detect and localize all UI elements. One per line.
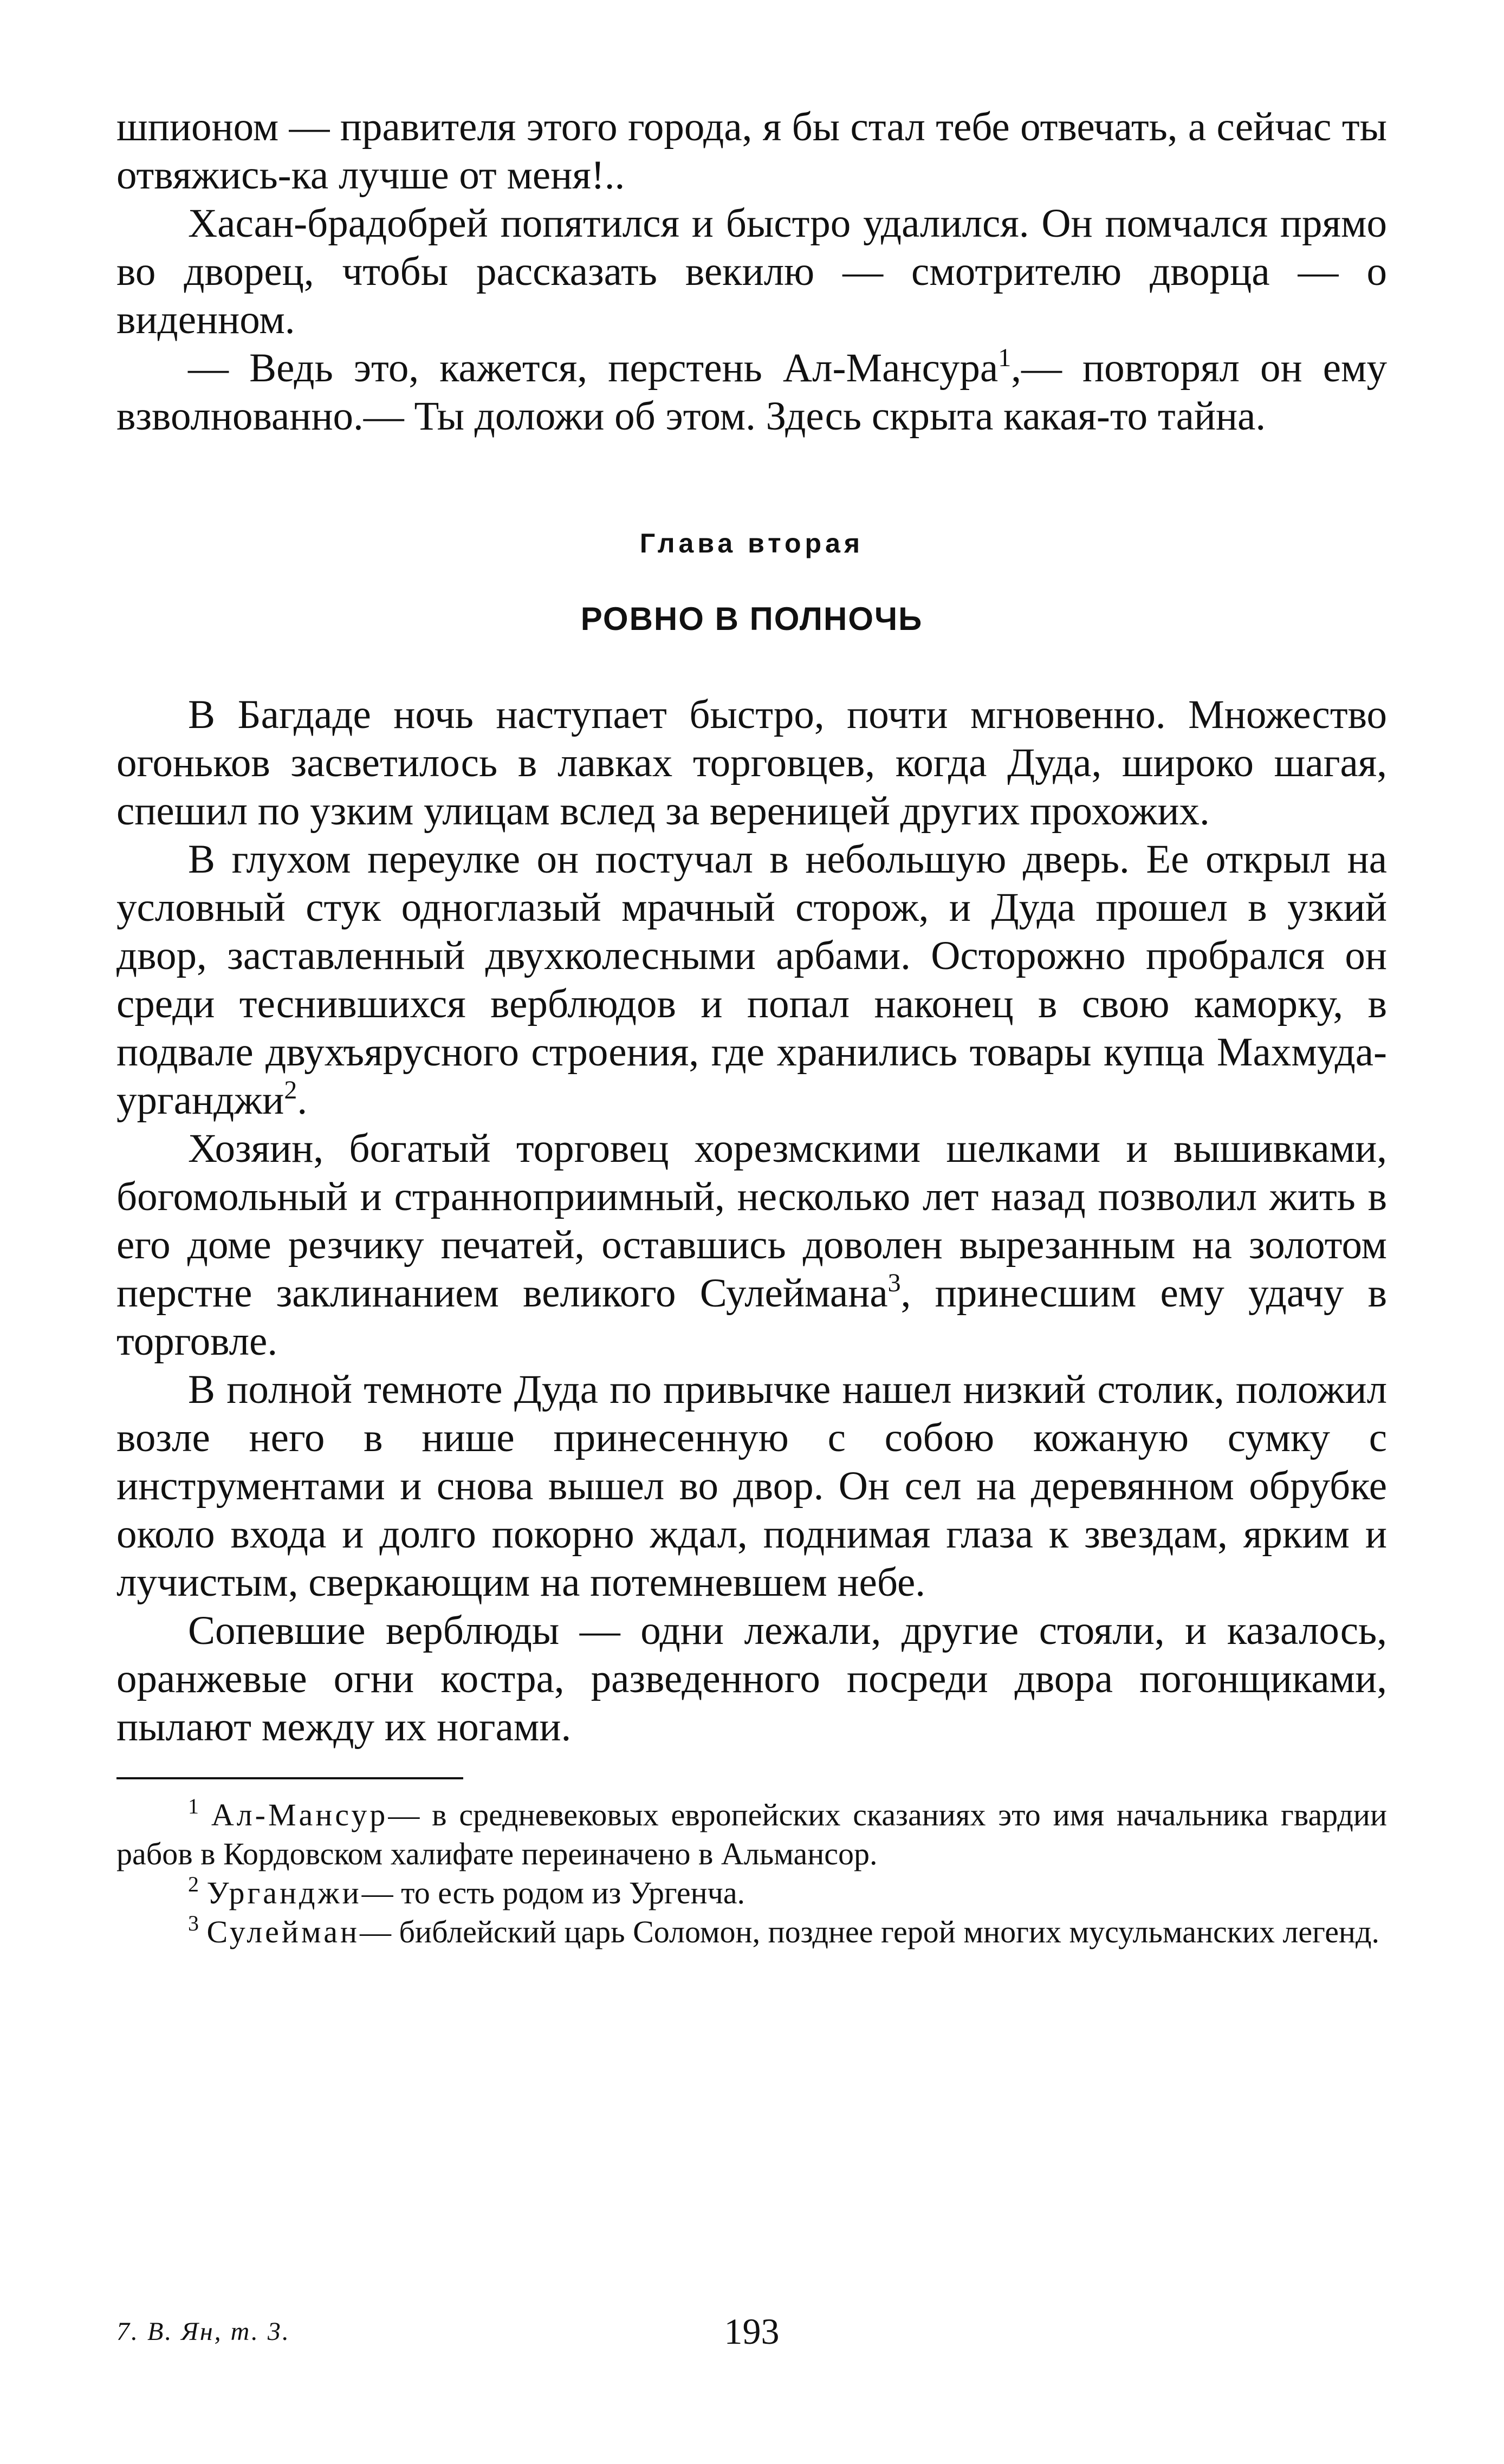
printer-signature: 7. В. Ян, т. 3. [116, 2317, 290, 2346]
footnote-mark: 1 [188, 1794, 199, 1818]
paragraph: — Ведь это, кажется, перстень Ал-Мансура$^1$,— повторял он ему взволнованно.— Ты доложи об этом. Здесь скрыта какая-то тайна. [116, 343, 1387, 439]
paragraph: В полной темноте Дуда по привычке нашел низкий столик, положил возле него в нише принесенную с собою кожаную сумку с инструментами и снова вышел во двор. Он сел на деревянном обрубке около входа и долго покорно ждал, поднимая глаза к звездам, ярким и лучистым, сверкающим на потемневшем небе. [116, 1367, 1387, 1605]
chapter-label: Глава вторая [639, 528, 864, 558]
page-footer [116, 2310, 1387, 2359]
footnote-ref: 1 [998, 343, 1012, 372]
footnote-text: — то есть родом из Ургенча. [361, 1875, 745, 1910]
paragraph: шпионом — правителя этого города, я бы стал тебе отвечать, а сейчас ты отвяжись-ка лучше от меня!.. [116, 105, 1387, 198]
footnote [116, 1874, 1387, 1913]
paragraph: Хозяин, богатый торговец хорезмскими шелками и вышивками, богомольный и странноприимный, несколько лет назад позволил жить в его доме резчику печатей, оставшись доволен вырезанным на золотом перстне заклинанием великого Сулеймана$^3$, принесшим ему удачу в торговле. [116, 1126, 1387, 1364]
chapter-title: РОВНО В ПОЛНОЧЬ [580, 601, 923, 637]
footnote-term: Ал-Мансур [211, 1797, 388, 1832]
footnote-ref: 3 [887, 1269, 901, 1297]
footnote-term: Сулейман [206, 1914, 360, 1949]
paragraph: Сопевшие верблюды — одни лежали, другие стояли, и казалось, оранжевые огни костра, разведенного посреди двора погонщиками, пылают между их ногами. [116, 1608, 1387, 1750]
footnote-divider [116, 1777, 463, 1779]
paragraph: В глухом переулке он постучал в небольшую дверь. Ее открыл на условный стук одноглазый мрачный сторож, и Дуда прошел в узкий двор, заставленный двухколесными арбами. Осторожно пробрался он среди теснившихся верблюдов и попал наконец в свою каморку, в подвале двухъярусного строения, где хранились товары купца Махмуда-урганджи$^2$. [116, 837, 1387, 1123]
footnote-term: Урганджи [206, 1875, 362, 1910]
footnote-text: — библейский царь Соломон, позднее герой многих мусульманских легенд. [360, 1914, 1379, 1949]
book-page [116, 103, 1387, 1952]
page-number: 193 [724, 2311, 780, 2352]
footnote-text: — в средневековых европейских сказаниях это имя начальника гвардии рабов в Кордовском халифате переиначено в Альмансор. [116, 1797, 1388, 1871]
footnote-mark: 2 [188, 1872, 199, 1896]
footnote-mark: 3 [188, 1911, 199, 1935]
footnote-ref: 2 [284, 1076, 297, 1104]
footnote [116, 1796, 1387, 1874]
footnote [116, 1913, 1387, 1952]
paragraph: В Багдаде ночь наступает быстро, почти мгновенно. Множество огоньков засветилось в лавках торговцев, когда Дуда, широко шагая, спешил по узким улицам вслед за вереницей других прохожих. [116, 692, 1387, 834]
paragraph: Хасан-брадобрей попятился и быстро удалился. Он помчался прямо во дворец, чтобы рассказать векилю — смотрителю дворца — о виденном. [116, 201, 1387, 342]
footnotes [116, 1796, 1387, 1952]
